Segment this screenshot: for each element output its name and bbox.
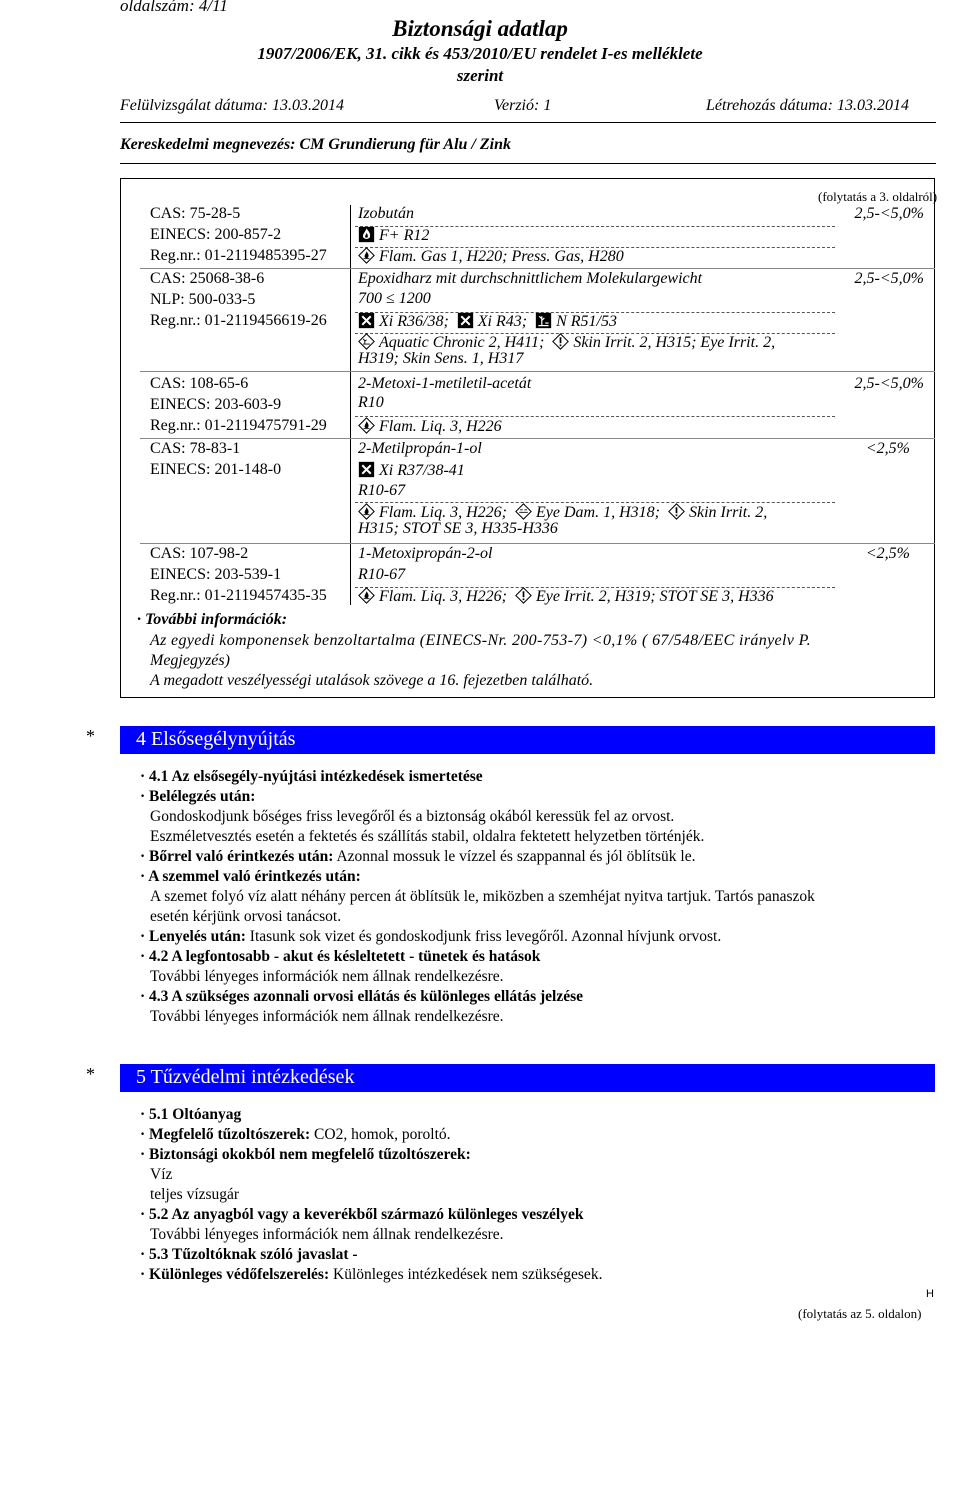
row1-classification: F+ R12 bbox=[379, 227, 430, 244]
row4-cas: CAS: 78-83-1 bbox=[150, 440, 241, 457]
flame-icon bbox=[358, 587, 375, 604]
row3-line-ghs bbox=[358, 417, 502, 436]
section4-title: 4 Elsősegélynyújtás bbox=[136, 728, 296, 750]
s4-line-11: · 4.2 A legfontosabb - akut és késleltetett - tünetek és hatások bbox=[140, 948, 541, 965]
row2-r1: Xi R36/38; bbox=[379, 313, 449, 330]
row5-regnr: Reg.nr.: 01-2119457435-35 bbox=[150, 587, 327, 604]
row4-skin: Skin Irrit. 2, bbox=[688, 504, 768, 521]
footer-mark: H bbox=[926, 1288, 934, 1300]
row2-nlp: NLP: 500-033-5 bbox=[150, 291, 256, 308]
row3-einecs: EINECS: 203-603-9 bbox=[150, 396, 282, 413]
column-divider bbox=[350, 205, 351, 605]
revision-date: Felülvizsgálat dátuma: 13.03.2014 bbox=[120, 97, 344, 114]
row1-line2 bbox=[358, 247, 624, 266]
row4-r: R10-67 bbox=[358, 482, 406, 499]
s4-skin-text: Azonnal mossuk le vízzel és szappannal és jól öblítsük le. bbox=[336, 848, 696, 865]
corrosion-icon bbox=[515, 503, 532, 520]
row2-aquatic: Aquatic Chronic 2, H411; bbox=[379, 334, 545, 351]
s4-swallow-label: · Lenyelés után: bbox=[140, 928, 246, 945]
s4-line-8: esetén kérjünk orvosi tanácsot. bbox=[150, 908, 342, 925]
s4-skin-label: · Bőrrel való érintkezés után: bbox=[140, 848, 334, 865]
exclamation-icon bbox=[515, 587, 532, 604]
created-date: Létrehozás dátuma: 13.03.2014 bbox=[706, 97, 909, 114]
row5-r: R10-67 bbox=[358, 566, 406, 583]
row5-cas: CAS: 107-98-2 bbox=[150, 545, 249, 562]
s4-line-14: További lényeges információk nem állnak rendelkezésre. bbox=[150, 1008, 504, 1025]
s5-line-6: · 5.2 Az anyagból vagy a keverékből származó különleges veszélyek bbox=[140, 1206, 584, 1223]
row3-regnr: Reg.nr.: 01-2119475791-29 bbox=[150, 417, 327, 434]
row1-sep bbox=[140, 268, 935, 269]
s5-line-8: · 5.3 Tűzoltóknak szóló javaslat - bbox=[140, 1246, 358, 1263]
s4-line-6: · A szemmel való érintkezés után: bbox=[140, 868, 361, 885]
s5-agents-text: CO2, homok, poroltó. bbox=[314, 1126, 451, 1143]
s4-line-2: Gondoskodjunk bőséges friss levegőről és a biztonság okából keressük fel az orvost. bbox=[150, 808, 675, 825]
section5-title: 5 Tűzvédelmi intézkedések bbox=[136, 1066, 355, 1088]
row4-line-ghs2: H315; STOT SE 3, H335-H336 bbox=[358, 520, 558, 537]
harmful-x-icon bbox=[358, 461, 375, 478]
s5-line-7: További lényeges információk nem állnak rendelkezésre. bbox=[150, 1226, 504, 1243]
row2-sep bbox=[140, 371, 935, 372]
row1-regnr: Reg.nr.: 01-2119485395-27 bbox=[150, 247, 327, 264]
s4-line-3: Eszméletvesztés esetén a fektetés és szállítás stabil, oldalra fektetett helyzetben történjék. bbox=[150, 828, 705, 845]
flame-icon bbox=[358, 226, 375, 243]
s4-swallow-text: Itasunk sok vizet és gondoskodjunk friss levegőről. Azonnal hívjunk orvost. bbox=[249, 928, 722, 945]
row5-einecs: EINECS: 203-539-1 bbox=[150, 566, 282, 583]
row2-r3: N R51/53 bbox=[556, 313, 617, 330]
row4-xi: Xi R37/38-41 bbox=[379, 462, 465, 479]
row1-line1 bbox=[358, 226, 429, 245]
row5-eye: Eye Irrit. 2, H319; STOT SE 3, H336 bbox=[536, 588, 774, 605]
row2-percent: 2,5-<5,0% bbox=[854, 270, 924, 287]
dead-tree-icon bbox=[535, 312, 552, 329]
s4-line-swallow bbox=[140, 928, 721, 946]
section5-header bbox=[120, 1064, 935, 1092]
row1-percent: 2,5-<5,0% bbox=[854, 205, 924, 222]
continued-to: (folytatás az 5. oldalon) bbox=[798, 1306, 922, 1321]
row2-line-r bbox=[358, 312, 617, 331]
s5-line-equipment bbox=[140, 1266, 602, 1284]
s4-line-12: További lényeges információk nem állnak rendelkezésre. bbox=[150, 968, 504, 985]
row4-einecs: EINECS: 201-148-0 bbox=[150, 461, 282, 478]
corrosion-icon bbox=[358, 333, 375, 350]
version: Verzió: 1 bbox=[494, 97, 552, 114]
regulation-line: 1907/2006/EK, 31. cikk és 453/2010/EU rendelet I-es melléklete bbox=[257, 44, 703, 63]
row4-eye: Eye Dam. 1, H318; bbox=[536, 504, 660, 521]
row4-flam: Flam. Liq. 3, H226; bbox=[379, 504, 507, 521]
row4-percent: <2,5% bbox=[865, 440, 910, 457]
section5-change-mark: * bbox=[86, 1064, 95, 1084]
row2-regnr: Reg.nr.: 01-2119456619-26 bbox=[150, 312, 327, 329]
more-info-label: · További információk: bbox=[137, 611, 288, 628]
section4-change-mark: * bbox=[86, 726, 95, 746]
row3-r: R10 bbox=[358, 394, 384, 411]
trade-divider bbox=[120, 163, 936, 164]
continued-from: (folytatás a 3. oldalról) bbox=[818, 189, 938, 204]
row2-name: Epoxidharz mit durchschnittlichem Molekulargewicht bbox=[358, 270, 703, 287]
row3-ghs: Flam. Liq. 3, H226 bbox=[379, 418, 502, 435]
row4-sep bbox=[140, 543, 935, 544]
header-divider bbox=[120, 122, 936, 123]
s5-equipment-label: · Különleges védőfelszerelés: bbox=[140, 1266, 330, 1283]
harmful-x-icon bbox=[358, 312, 375, 329]
row1-cas: CAS: 75-28-5 bbox=[150, 205, 241, 222]
row2-line-ghs2: H319; Skin Sens. 1, H317 bbox=[358, 350, 524, 367]
flame-icon bbox=[358, 417, 375, 434]
s5-line-3: · Biztonsági okokból nem megfelelő tűzoltószerek: bbox=[140, 1146, 471, 1163]
row1-einecs: EINECS: 200-857-2 bbox=[150, 226, 282, 243]
exclamation-icon bbox=[668, 503, 685, 520]
s4-line-0: · 4.1 Az elsősegély-nyújtási intézkedések ismertetése bbox=[140, 768, 483, 785]
s4-line-skin bbox=[140, 848, 695, 866]
row3-sep bbox=[140, 438, 935, 439]
row1-name: Izobután bbox=[358, 205, 414, 222]
s4-line-13: · 4.3 A szükséges azonnali orvosi ellátás és különleges ellátás jelzése bbox=[140, 988, 584, 1005]
more-info-line3: A megadott veszélyességi utalások szövege a 16. fejezetben található. bbox=[150, 672, 594, 689]
s4-line-7: A szemet folyó víz alatt néhány percen át öblítsük le, miközben a szemhéjat nyitva tartjuk. Tartós panaszok bbox=[150, 888, 815, 905]
more-info-line2: Megjegyzés) bbox=[150, 652, 230, 669]
exclamation-icon bbox=[552, 333, 569, 350]
s5-line-4: Víz bbox=[150, 1166, 173, 1183]
section4-header bbox=[120, 726, 935, 754]
page-number: oldalszám: 4/11 bbox=[120, 0, 228, 15]
row5-percent: <2,5% bbox=[865, 545, 910, 562]
document-title: Biztonsági adatlap bbox=[392, 16, 568, 41]
more-info-line1: Az egyedi komponensek benzoltartalma (EINECS-Nr. 200-753-7) <0,1% ( 67/548/EEC irányelv P. bbox=[150, 632, 812, 649]
s5-line-0: · 5.1 Oltóanyag bbox=[140, 1106, 242, 1123]
trade-name: Kereskedelmi megnevezés: CM Grundierung für Alu / Zink bbox=[120, 136, 511, 153]
s5-equipment-text: Különleges intézkedések nem szükségesek. bbox=[333, 1266, 603, 1283]
row3-cas: CAS: 108-65-6 bbox=[150, 375, 249, 392]
s5-agents-label: · Megfelelő tűzoltószerek: bbox=[140, 1126, 311, 1143]
regulation-line-2: szerint bbox=[456, 66, 504, 85]
row2-r2: Xi R43; bbox=[477, 313, 528, 330]
s5-line-5: teljes vízsugár bbox=[150, 1186, 240, 1203]
row5-name: 1-Metoxipropán-2-ol bbox=[358, 545, 493, 562]
row5-flam: Flam. Liq. 3, H226; bbox=[379, 588, 507, 605]
s5-line-agents bbox=[140, 1126, 451, 1144]
row2-mw: 700 ≤ 1200 bbox=[358, 290, 431, 307]
row3-percent: 2,5-<5,0% bbox=[854, 375, 924, 392]
row2-skin: Skin Irrit. 2, H315; Eye Irrit. 2, bbox=[573, 334, 776, 351]
row2-cas: CAS: 25068-38-6 bbox=[150, 270, 265, 287]
row4-line-xi bbox=[358, 461, 465, 480]
gas-cylinder-icon bbox=[358, 247, 375, 264]
harmful-x-icon bbox=[457, 312, 474, 329]
row3-name: 2-Metoxi-1-metiletil-acetát bbox=[358, 375, 532, 392]
row1-ghs: Flam. Gas 1, H220; Press. Gas, H280 bbox=[379, 248, 624, 265]
s4-line-1: · Belélegzés után: bbox=[140, 788, 256, 805]
row5-line-ghs bbox=[358, 587, 774, 606]
flame-icon bbox=[358, 503, 375, 520]
row4-name: 2-Metilpropán-1-ol bbox=[358, 440, 482, 457]
